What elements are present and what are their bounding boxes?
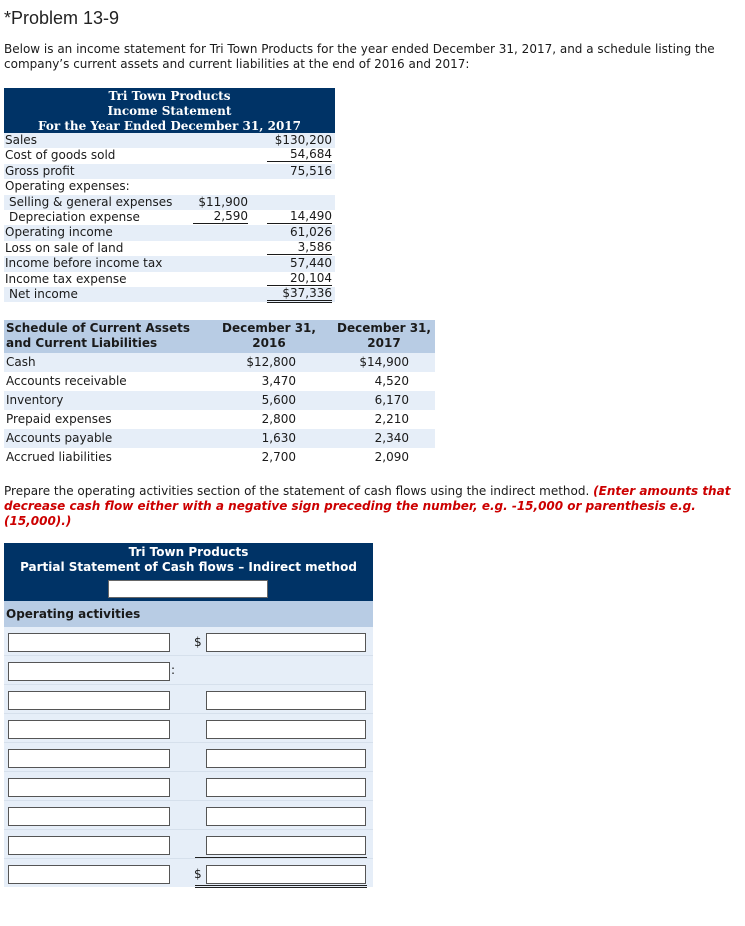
is-label: Operating income <box>5 225 113 240</box>
cf-label-input[interactable] <box>8 691 170 710</box>
value-2016: 2,800 <box>261 412 296 426</box>
row-label: Inventory <box>6 393 64 407</box>
row-label: Accrued liabilities <box>6 450 112 464</box>
cf-amount-input[interactable] <box>206 749 366 768</box>
cf-amount-input[interactable] <box>206 836 366 855</box>
is-label: Income before income tax <box>5 256 163 271</box>
is-row-operating-income <box>4 225 335 240</box>
schedule-col-2017 <box>329 321 439 351</box>
value-2017: 2,210 <box>374 412 409 426</box>
cf-amount-input[interactable] <box>206 720 366 739</box>
col-header-line: 2016 <box>252 336 286 350</box>
cf-amount-input[interactable] <box>206 778 366 797</box>
is-label: Depreciation expense <box>9 209 140 224</box>
is-row-depreciation <box>4 210 335 225</box>
is-value: 20,104 <box>267 272 332 286</box>
cash-flow-table <box>4 543 373 887</box>
cf-label-input[interactable] <box>8 865 170 884</box>
table-row <box>4 372 435 391</box>
cf-label-input[interactable] <box>8 836 170 855</box>
is-row-selling-general <box>4 195 335 210</box>
is-row-operating-expenses <box>4 179 335 194</box>
col-header-line: 2017 <box>367 336 401 350</box>
dollar-sign: $ <box>194 867 202 881</box>
cf-title: Partial Statement of Cash flows – Indirect method <box>20 560 357 574</box>
cf-row <box>4 713 373 742</box>
cf-label-input[interactable] <box>8 807 170 826</box>
is-label: Gross profit <box>5 163 75 178</box>
is-label: Operating expenses: <box>5 179 130 194</box>
cf-amount-input[interactable] <box>206 691 366 710</box>
value-2017: 6,170 <box>374 393 409 407</box>
cf-amount-input[interactable] <box>206 633 366 652</box>
cf-row <box>4 800 373 829</box>
is-statement-name: Income Statement <box>107 104 232 118</box>
value-2016: 2,700 <box>261 450 296 464</box>
is-value: 2,590 <box>193 210 248 224</box>
is-row-gross-profit <box>4 164 335 179</box>
cf-label-input[interactable] <box>8 662 170 681</box>
schedule-title <box>6 321 190 351</box>
cf-amount-input[interactable] <box>206 807 366 826</box>
is-value: 3,586 <box>267 241 332 255</box>
table-row <box>4 448 435 467</box>
cf-row <box>4 742 373 771</box>
is-value: 75,516 <box>290 163 332 178</box>
schedule-title-line: and Current Liabilities <box>6 336 158 350</box>
cf-company: Tri Town Products <box>128 545 249 559</box>
row-label: Prepaid expenses <box>6 412 112 426</box>
colon-mark: : <box>171 663 176 677</box>
schedule-col-2016 <box>214 321 324 351</box>
is-row-income-tax <box>4 272 335 287</box>
value-2017: 4,520 <box>374 374 409 388</box>
instructions-text: Prepare the operating activities section of the statement of cash flows using the indirect method. <box>4 484 590 498</box>
is-value: $11,900 <box>198 194 248 209</box>
schedule-title-line: Schedule of Current Assets <box>6 321 191 335</box>
is-value: $130,200 <box>274 133 332 147</box>
row-label: Cash <box>6 355 36 369</box>
is-label: Net income <box>9 286 78 301</box>
is-label: Selling & general expenses <box>9 194 173 209</box>
is-period: For the Year Ended December 31, 2017 <box>37 119 301 133</box>
cf-header-input[interactable] <box>108 580 268 598</box>
value-2016: 1,630 <box>261 431 296 445</box>
income-statement-table <box>4 88 335 302</box>
is-row-loss-land <box>4 241 335 256</box>
row-label: Accounts payable <box>6 431 113 445</box>
is-label: Cost of goods sold <box>5 148 116 163</box>
is-row-income-before-tax <box>4 256 335 271</box>
table-row <box>4 429 435 448</box>
cf-row <box>4 684 373 713</box>
is-label: Sales <box>5 133 37 147</box>
cf-label-input[interactable] <box>8 749 170 768</box>
value-2016: 5,600 <box>261 393 296 407</box>
is-value: $37,336 <box>267 287 332 303</box>
instructions-note: (Enter amounts that decrease cash flow either with a negative sign preceding the number, e.g. -15,000 or parenthesis e.g. (15,000).) <box>4 484 731 528</box>
instructions <box>4 484 739 529</box>
cf-row <box>4 829 373 858</box>
cash-flow-header <box>4 543 373 601</box>
is-row-sales <box>4 133 335 148</box>
is-label: Income tax expense <box>5 271 127 286</box>
table-row <box>4 391 435 410</box>
table-row <box>4 353 435 372</box>
value-2017: 2,340 <box>374 431 409 445</box>
is-value: 14,490 <box>267 210 332 224</box>
cf-amount-input[interactable] <box>206 865 366 884</box>
cf-row <box>4 771 373 800</box>
income-statement-header <box>4 88 335 133</box>
schedule-header <box>4 320 435 353</box>
dollar-sign: $ <box>194 635 202 649</box>
schedule-table <box>4 320 435 467</box>
table-row <box>4 410 435 429</box>
is-label: Loss on sale of land <box>5 240 124 255</box>
is-company: Tri Town Products <box>108 89 231 103</box>
cf-label-input[interactable] <box>8 778 170 797</box>
problem-title: *Problem 13-9 <box>4 8 120 28</box>
cf-label-input[interactable] <box>8 633 170 652</box>
cf-row-total <box>4 858 373 887</box>
is-value: 57,440 <box>290 256 332 271</box>
is-row-net-income <box>4 287 335 302</box>
cf-label-input[interactable] <box>8 720 170 739</box>
value-2017: $14,900 <box>359 355 409 369</box>
col-header-line: December 31, <box>222 321 316 335</box>
value-2016: 3,470 <box>261 374 296 388</box>
col-header-line: December 31, <box>337 321 431 335</box>
is-value: 54,684 <box>267 148 332 162</box>
intro-text: Below is an income statement for Tri Town Products for the year ended December 31, 2017, and a schedule listing the company’s current assets and current liabilities at the end of 2016 and 2017: <box>4 42 715 71</box>
value-2017: 2,090 <box>374 450 409 464</box>
cf-body <box>4 627 373 887</box>
is-row-cogs <box>4 148 335 163</box>
cf-row <box>4 655 373 684</box>
cf-section-operating: Operating activities <box>4 601 373 627</box>
value-2016: $12,800 <box>246 355 296 369</box>
is-value: 61,026 <box>290 225 332 240</box>
row-label: Accounts receivable <box>6 374 127 388</box>
cf-row <box>4 627 373 655</box>
total-double-underline <box>195 885 367 888</box>
